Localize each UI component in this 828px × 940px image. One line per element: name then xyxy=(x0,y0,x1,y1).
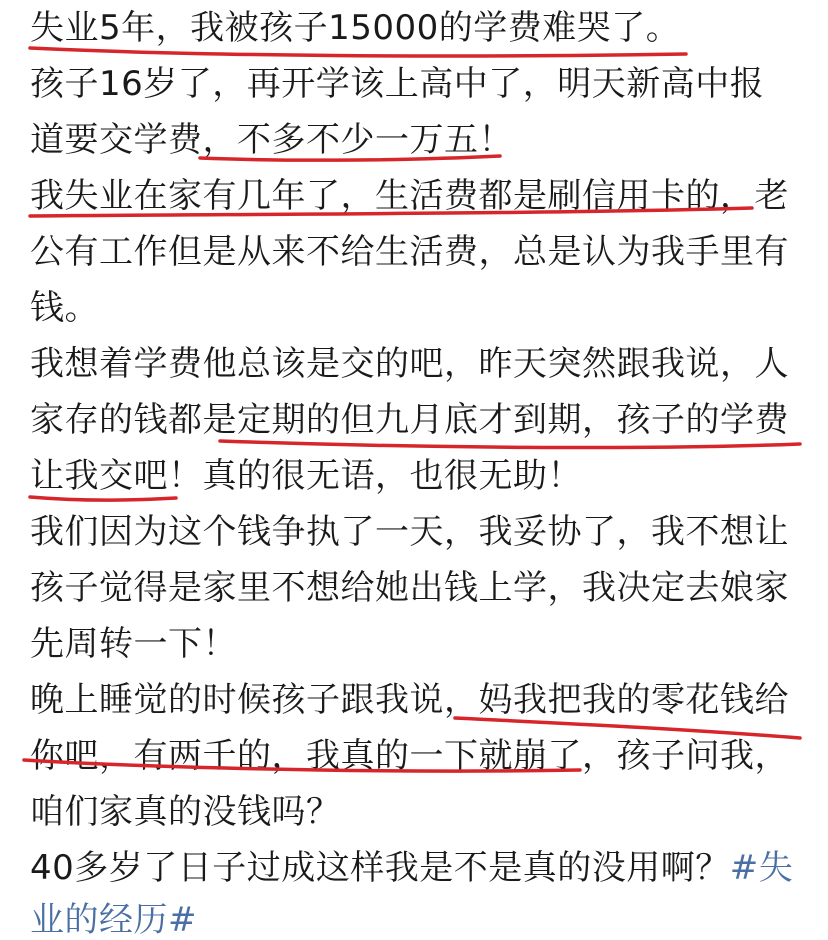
post-line-2: 孩子16岁了，再开学该上高中了，明天新高中报 xyxy=(30,64,765,104)
post-line-14: 你吧，有两千的，我真的一下就崩了，孩子问我， xyxy=(30,736,789,776)
hashtag-link-continued[interactable]: 业的经历# xyxy=(30,900,197,940)
post-line-8: 家存的钱都是定期的但九月底才到期，孩子的学费 xyxy=(30,400,789,440)
underline-mark-1 xyxy=(30,48,686,56)
post-line-5: 公有工作但是从来不给生活费，总是认为我手里有 xyxy=(30,232,789,272)
underline-mark-5 xyxy=(30,497,176,500)
post-line-4: 我失业在家有几年了，生活费都是刷信用卡的，老 xyxy=(30,176,789,216)
post-line-7: 我想着学费他总该是交的吧，昨天突然跟我说，人 xyxy=(30,344,789,384)
post-line-6: 钱。 xyxy=(30,288,99,328)
hashtag-link[interactable]: #失 xyxy=(729,848,794,888)
underline-mark-4 xyxy=(220,441,800,448)
post-line-13: 晚上睡觉的时候孩子跟我说，妈我把我的零花钱给 xyxy=(30,680,789,720)
post-line-11: 孩子觉得是家里不想给她出钱上学，我决定去娘家 xyxy=(30,568,789,608)
post-line-16 xyxy=(30,848,793,888)
post-line-16-text: 40多岁了日子过成这样我是不是真的没用啊？ xyxy=(30,848,730,888)
underline-mark-6 xyxy=(455,718,800,738)
post-line-3: 道要交学费，不多不少一万五！ xyxy=(30,120,513,160)
post-line-12: 先周转一下！ xyxy=(30,624,237,664)
post-line-10: 我们因为这个钱争执了一天，我妥协了，我不想让 xyxy=(30,512,789,552)
post-line-1: 失业5年，我被孩子15000的学费难哭了。 xyxy=(30,8,681,48)
post-line-9: 让我交吧！真的很无语，也很无助！ xyxy=(30,456,582,496)
post-line-15: 咱们家真的没钱吗？ xyxy=(30,792,341,832)
